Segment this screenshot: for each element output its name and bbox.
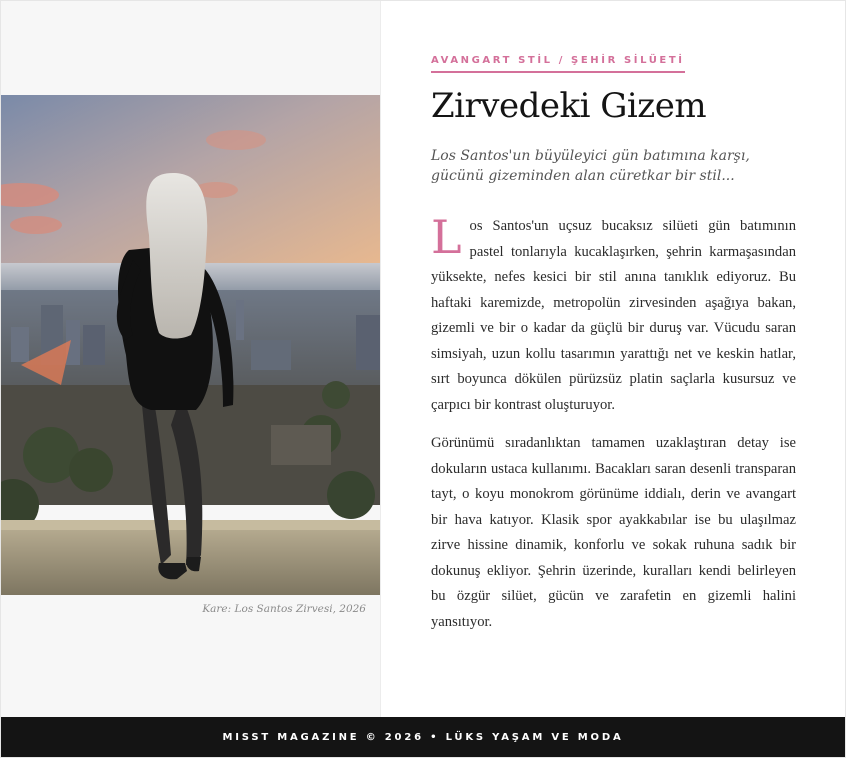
article-body <box>431 210 796 648</box>
paragraph-2: Görünümü sıradanlıktan tamamen uzaklaştıran detay ise dokuların ustaca kullanımı. Bacakları saran desenli transparan tayt, o koyu monokrom görünüme iddialı, derin ve avangart bir hava katıyor. Klasik spor ayakkabılar ise bu ulaşılmaz zirve hissine dinamik, konforlu ve sokak ruhuna sadık bir dokunuş ekliyor. Şehrin üzerinde, kuralları kendi belirleyen bu özgür silüet, gücün ve zarafetin en gizemli halini yansıtıyor. <box>431 435 796 630</box>
article-dek: Los Santos'un büyüleyici gün batımına karşı, gücünü gizeminden alan cüretkar bir stil... <box>431 148 750 184</box>
article-kicker: AVANGART STİL / ŞEHİR SİLÜETİ <box>431 55 685 73</box>
paragraph-1 <box>431 210 796 418</box>
image-panel <box>1 1 381 717</box>
paragraph-1-text: os Santos'un uçsuz bucaksız silüeti gün batımının pastel tonlarıyla kucaklaşırken, şehrin karmaşasından yüksekte, nefes kesici bir stil anına tanıklık ediyoruz. Bu haftaki karemizde, metropolün zirvesinden aşağıya bakan, gizemli ve bir o kadar da güçlü bir duruş var. Vücudu saran simsiyah, uzun kollu tasarımın yarattığı net ve keskin hatlar, sırt boyunca dökülen pürüzsüz platin saçlarla kusursuz ve çarpıcı bir kontrast oluşturuyor. <box>431 218 796 413</box>
feature-photo <box>1 95 380 595</box>
article-title: Zirvedeki Gizem <box>431 86 707 126</box>
footer-text: MISST MAGAZINE © 2026 • LÜKS YAŞAM VE MODA <box>222 731 624 743</box>
photo-caption: Kare: Los Santos Zirvesi, 2026 <box>202 603 366 615</box>
drop-cap: L <box>431 210 462 264</box>
footer <box>1 717 845 757</box>
